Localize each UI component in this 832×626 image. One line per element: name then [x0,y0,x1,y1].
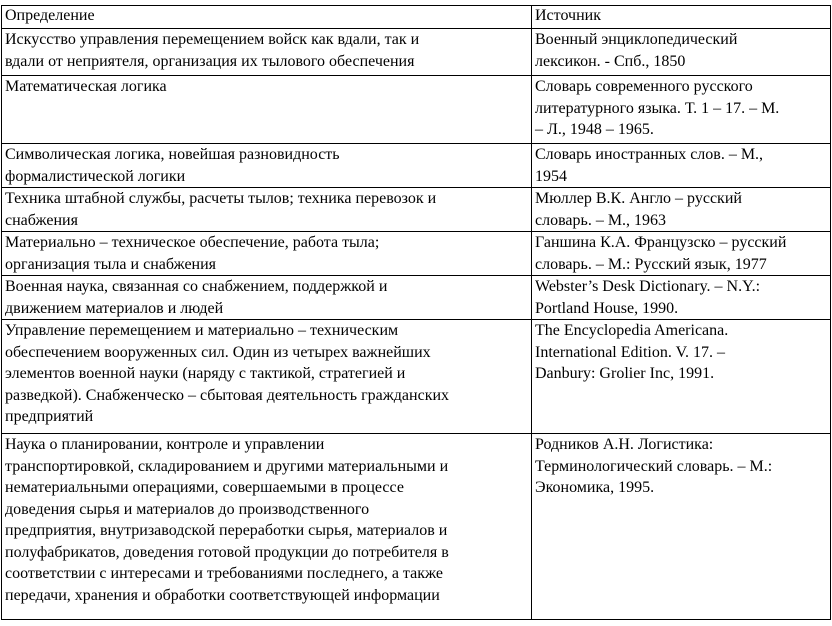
source-cell: Словарь современного русского литературного языка. Т. 1 – 17. – М. – Л., 1948 – 1965. [532,76,831,144]
header-source: Источник [532,6,831,29]
source-cell: The Encyclopedia Americana. International Edition. V. 17. – Danbury: Grolier Inc, 1991. [532,320,831,434]
source-cell: Webster’s Desk Dictionary. – N.Y.: Portland House, 1990. [532,276,831,320]
definition-cell: Материально – техническое обеспечение, работа тыла; организация тыла и снабжения [2,232,532,276]
table-header-row [2,6,831,29]
definition-cell: Символическая логика, новейшая разновидность формалистической логики [2,144,532,188]
table-row [2,276,831,320]
source-cell: Мюллер В.К. Англо – русский словарь. – М., 1963 [532,188,831,232]
definition-cell: Наука о планировании, контроле и управлении транспортировкой, складированием и другими материальными и нематериальными операциями, совершаемыми в процессе доведения сырья и материалов до производственного предприятия, внутризаводской переработки сырья, материалов и полуфабрикатов, доведения готовой продукции до потребителя в соответствии с интересами и требованиями последнего, а также передачи, хранения и обработки соответствующей информации [2,434,532,620]
definition-cell: Военная наука, связанная со снабжением, поддержкой и движением материалов и людей [2,276,532,320]
table-row [2,76,831,144]
source-cell: Родников А.Н. Логистика: Терминологический словарь. – М.: Экономика, 1995. [532,434,831,620]
table-row [2,29,831,76]
table-row [2,232,831,276]
source-cell: Словарь иностранных слов. – М., 1954 [532,144,831,188]
table-row [2,434,831,620]
definition-cell: Техника штабной службы, расчеты тылов; техника перевозок и снабжения [2,188,532,232]
definition-cell: Искусство управления перемещением войск как вдали, так и вдали от неприятеля, организация их тылового обеспечения [2,29,532,76]
source-cell: Военный энциклопедический лексикон. - Спб., 1850 [532,29,831,76]
header-definition: Определение [2,6,532,29]
source-cell: Ганшина К.А. Французско – русский словарь. – М.: Русский язык, 1977 [532,232,831,276]
table-row [2,144,831,188]
definitions-table [1,5,831,620]
definition-cell: Управление перемещением и материально – техническим обеспечением вооруженных сил. Один из четырех важнейших элементов военной науки (наряду с тактикой, стратегией и разведкой). Снабженческо – сбытовая деятельность гражданских предприятий [2,320,532,434]
definition-cell: Математическая логика [2,76,532,144]
table-row [2,188,831,232]
table-row [2,320,831,434]
